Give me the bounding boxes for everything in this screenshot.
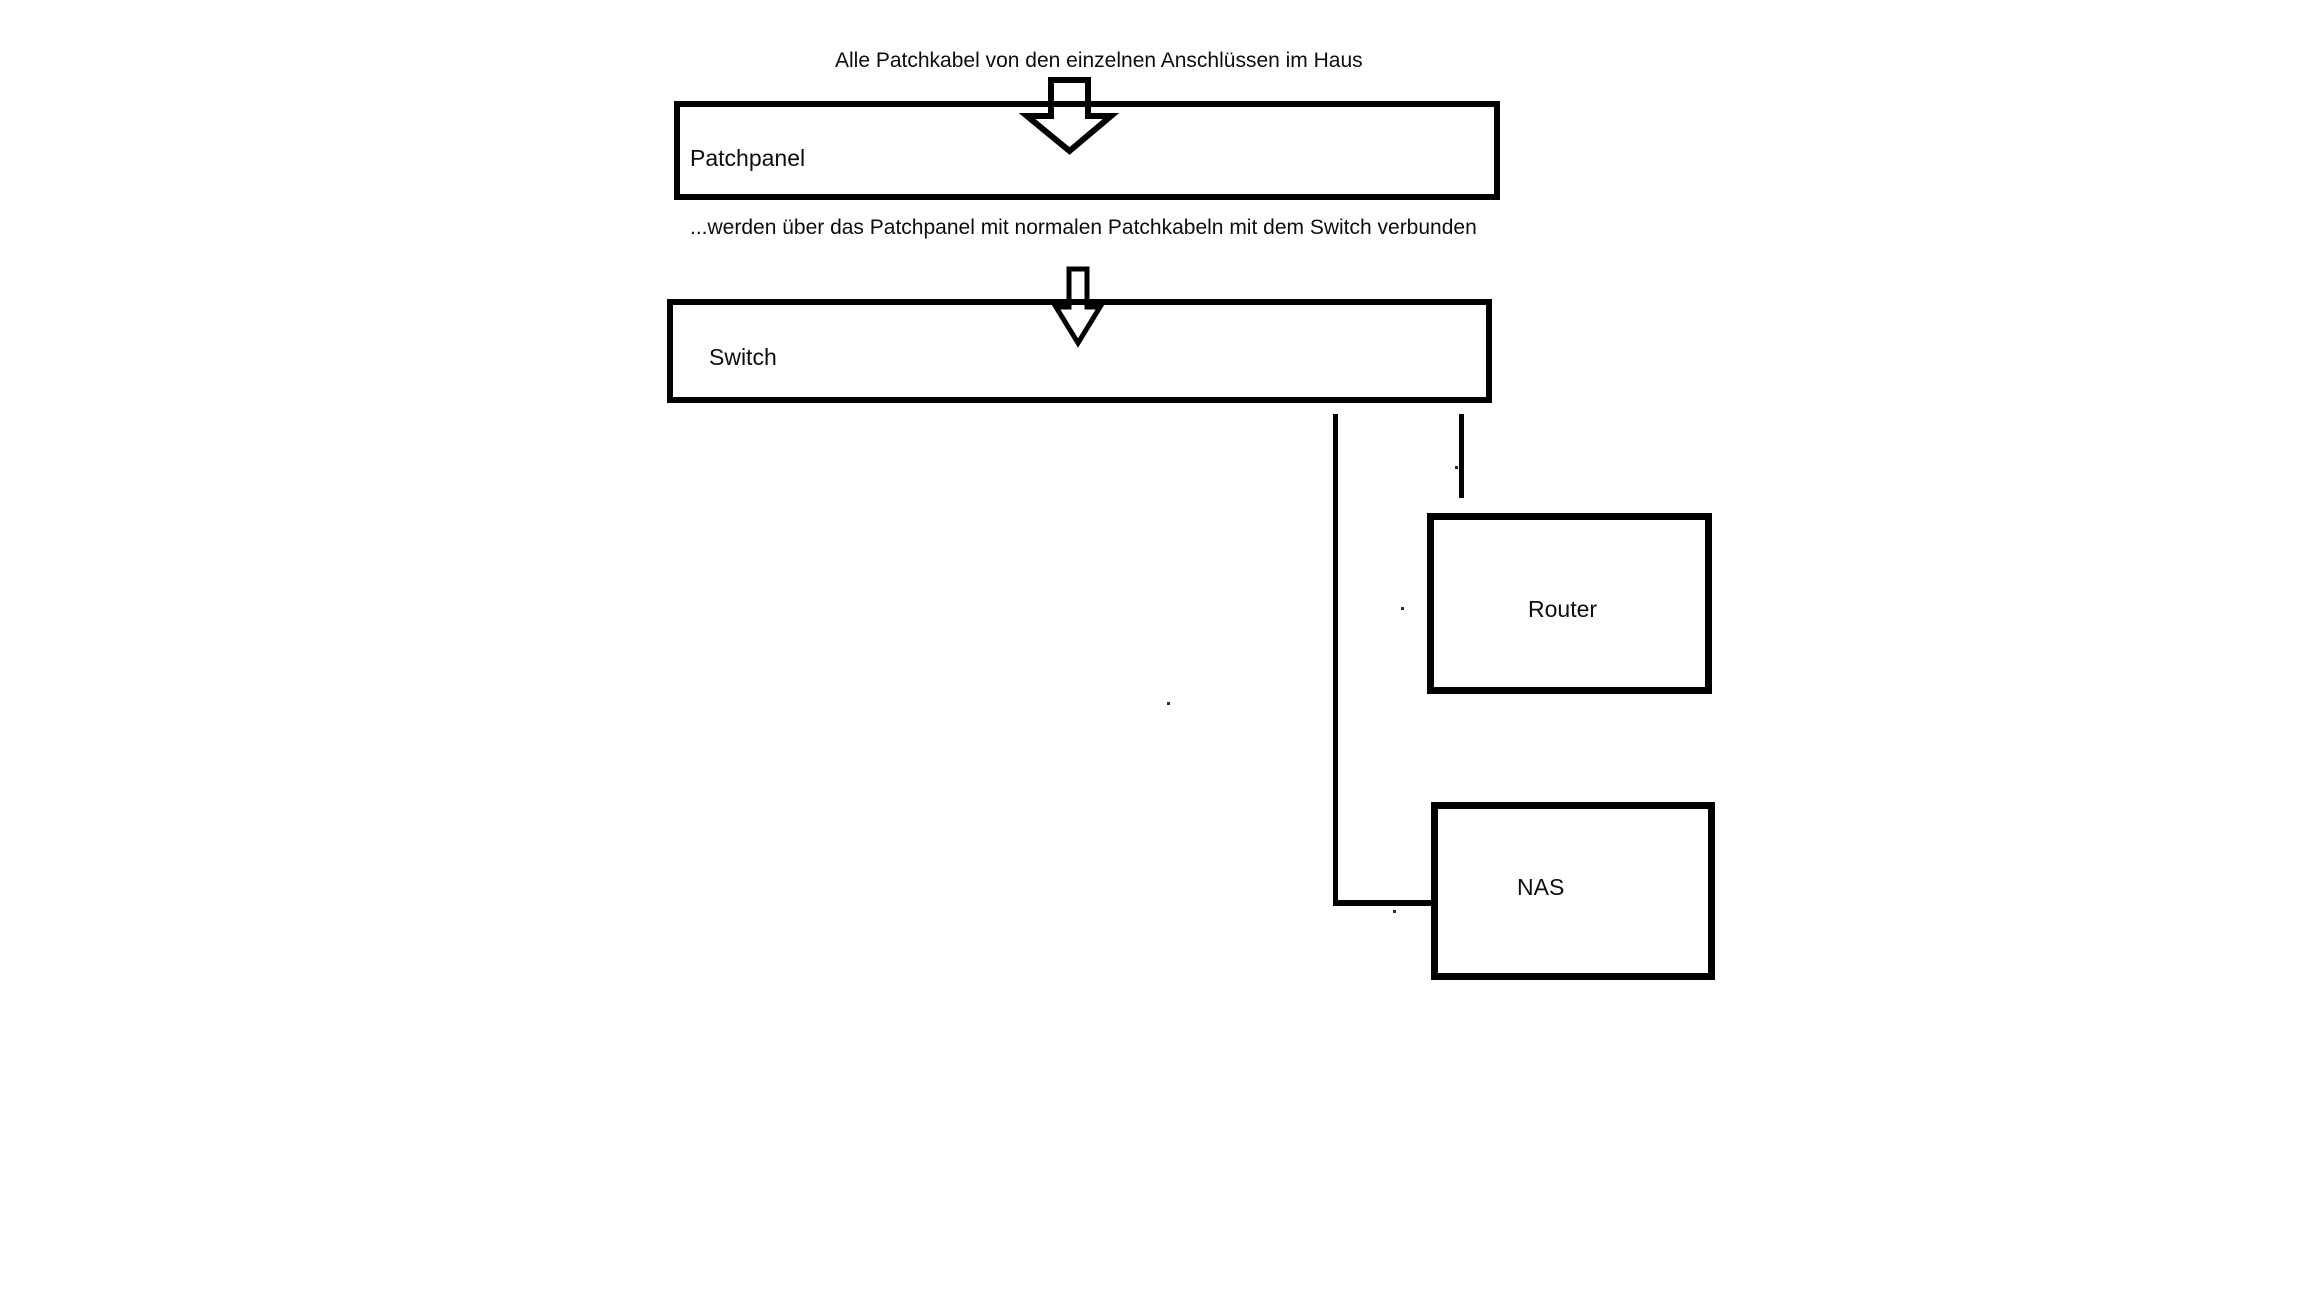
node-nas-label: NAS <box>1517 874 1565 900</box>
connector-switch-to-nas-horizontal <box>1333 900 1431 906</box>
ink-speck <box>1393 910 1396 913</box>
node-switch <box>667 299 1492 403</box>
connector-switch-to-nas-vertical <box>1333 414 1338 906</box>
caption-patchpanel-to-switch: ...werden über das Patchpanel mit normalen Patchkabeln mit dem Switch verbunden <box>690 216 1477 239</box>
node-patchpanel-label: Patchpanel <box>690 145 806 171</box>
node-switch-label: Switch <box>709 344 777 370</box>
node-router-label: Router <box>1528 596 1598 622</box>
node-patchpanel <box>674 101 1500 200</box>
connector-switch-to-router <box>1459 414 1464 498</box>
ink-speck <box>1167 702 1170 705</box>
caption-patch-cables: Alle Patchkabel von den einzelnen Anschlüssen im Haus <box>835 49 1363 72</box>
node-nas <box>1431 802 1715 980</box>
node-router <box>1427 513 1712 694</box>
ink-speck <box>1401 607 1404 610</box>
ink-speck <box>1455 466 1458 469</box>
